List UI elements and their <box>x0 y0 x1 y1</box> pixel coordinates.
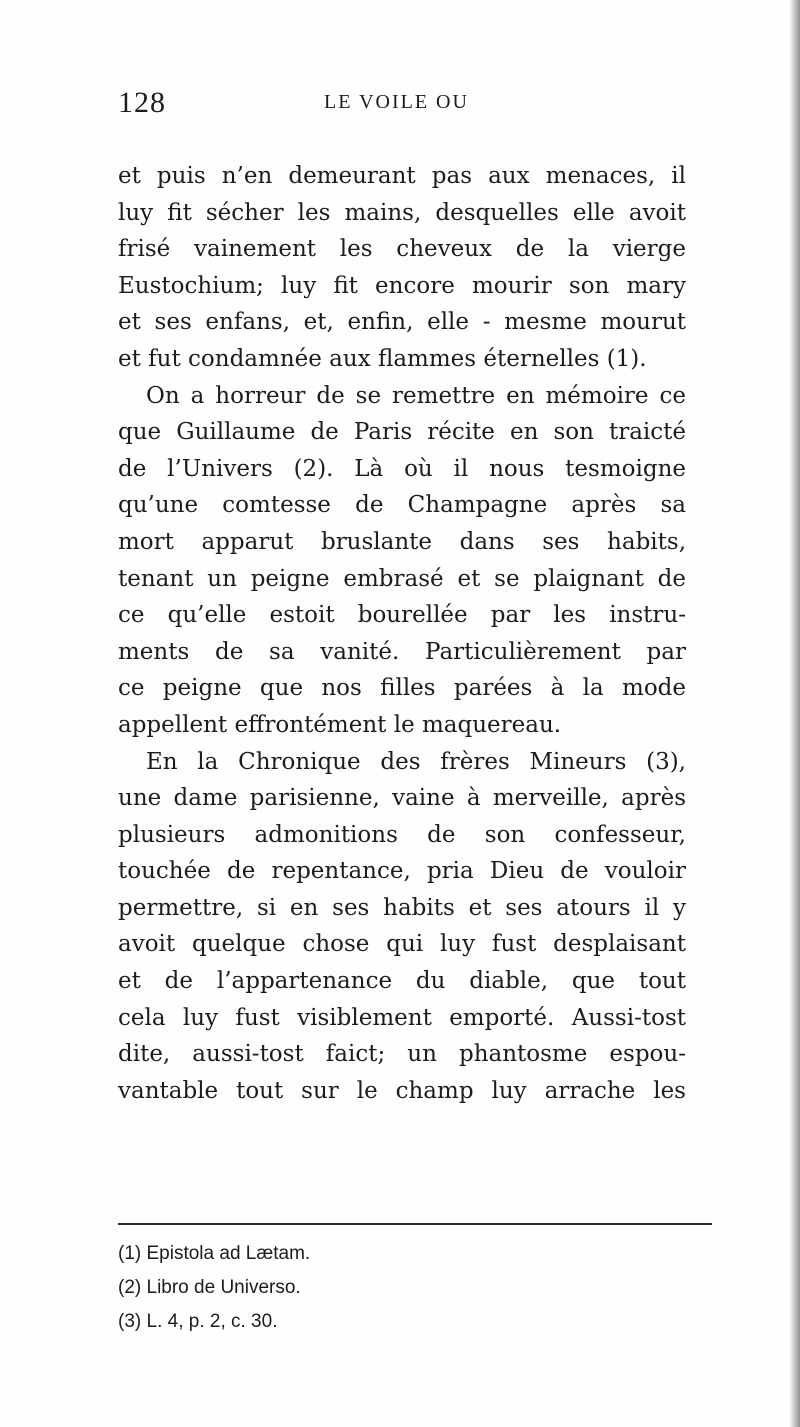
text-line: frisé vainement les cheveux de la vierge <box>118 236 686 263</box>
text-line: On a horreur de se remettre en mémoire ce <box>146 382 686 409</box>
text-line: touchée de repentance, pria Dieu de vouloir <box>118 858 686 885</box>
text-line: et puis n’en demeurant pas aux menaces, il <box>118 163 686 189</box>
text-line: vantable tout sur le champ luy arrache les <box>118 1077 686 1104</box>
footnote: (1) Epistola ad Lætam. <box>118 1243 311 1264</box>
text-line: une dame parisienne, vaine à merveille, après <box>118 785 686 812</box>
text-line: ce peigne que nos filles parées à la mode <box>118 675 686 702</box>
text-line: et de l’appartenance du diable, que tout <box>118 968 686 995</box>
text-line: dite, aussi-tost faict; un phantosme espou- <box>118 1041 686 1068</box>
text-line: qu’une comtesse de Champagne après sa <box>118 492 686 519</box>
text-line: ments de sa vanité. Particulièrement par <box>118 638 686 665</box>
text-line: Eustochium; luy fit encore mourir son mary <box>118 272 686 299</box>
text-line: avoit quelque chose qui luy fust desplaisant <box>118 931 686 958</box>
footnotes <box>118 1237 678 1339</box>
footnote: (2) Libro de Universo. <box>118 1277 301 1298</box>
text-line: mort apparut bruslante dans ses habits, <box>118 528 686 555</box>
running-head: LE VOILE OU <box>324 91 469 113</box>
text-line: de l’Univers (2). Là où il nous tesmoigne <box>118 455 686 482</box>
footnote-rule <box>118 1223 712 1225</box>
text-line: plusieurs admonitions de son confesseur, <box>118 821 686 848</box>
page-header <box>118 86 678 122</box>
text-line: En la Chronique des frères Mineurs (3), <box>146 748 686 775</box>
text-line: et ses enfans, et, enfin, elle - mesme mourut <box>118 309 686 336</box>
footnote: (3) L. 4, p. 2, c. 30. <box>118 1311 278 1332</box>
text-line: luy fit sécher les mains, desquelles elle avoit <box>118 199 686 226</box>
page-number: 128 <box>118 86 166 119</box>
text-line: que Guillaume de Paris récite en son traicté <box>118 419 686 446</box>
text-line: et fut condamnée aux flammes éternelles (1). <box>118 345 647 372</box>
text-line: permettre, si en ses habits et ses atours il y <box>118 894 686 921</box>
text-line: tenant un peigne embrasé et se plaignant de <box>118 565 686 592</box>
text-line: ce qu’elle estoit bourellée par les instru- <box>118 602 686 629</box>
text-line: cela luy fust visiblement emporté. Aussi-tost <box>118 1004 686 1031</box>
page-edge-shadow <box>790 0 800 1427</box>
text-line: appellent effrontément le maquereau. <box>118 711 562 738</box>
body-text <box>118 158 686 1109</box>
